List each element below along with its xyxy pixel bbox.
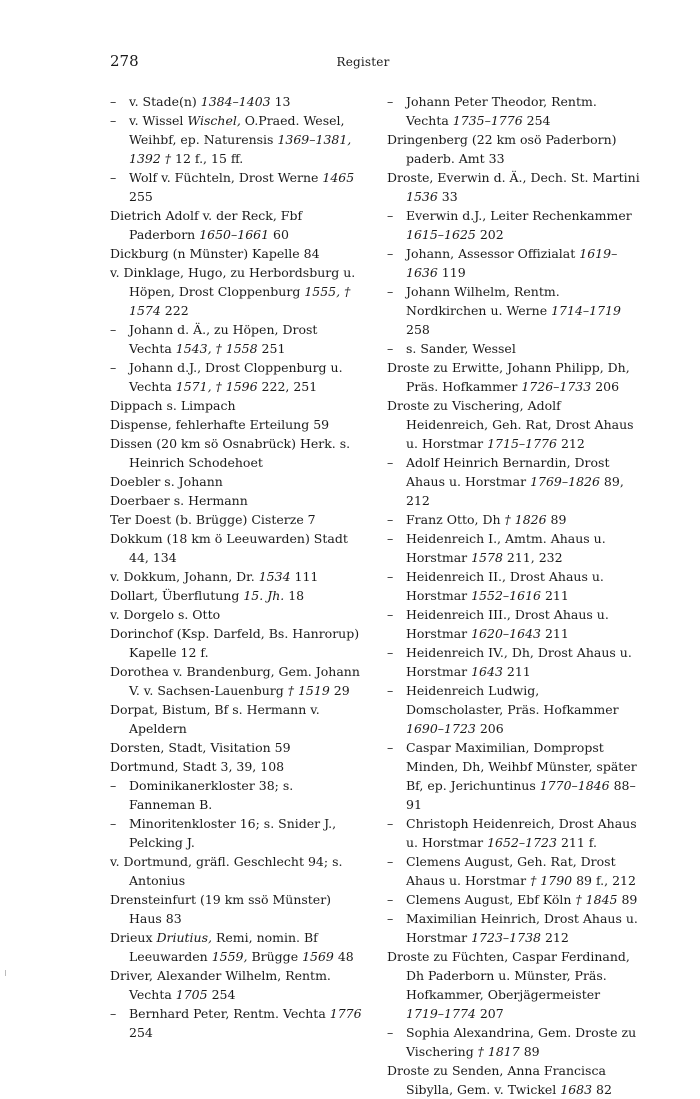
- entry-text: Maximilian Heinrich, Drost Ahaus u. Horstmar: [406, 911, 638, 945]
- entry-date: 1619–1636: [406, 246, 618, 280]
- index-entry: [110, 624, 363, 662]
- subentry-dash: –: [387, 854, 394, 869]
- entry-text: Franz Otto, Dh: [406, 512, 505, 527]
- entry-text: 60: [269, 227, 289, 242]
- entry-text: 48: [333, 949, 354, 964]
- entry-text: 29: [329, 683, 350, 698]
- entry-date: 1559,: [211, 949, 248, 964]
- entry-text: Heidenreich Ludwig, Domscholaster, Präs. Hofkammer: [406, 683, 619, 717]
- entry-text: Johann d.J., Drost Cloppenburg u. Vechta: [129, 360, 343, 394]
- entry-text: 211, 232: [502, 550, 563, 565]
- index-subentry: [387, 92, 640, 130]
- entry-text: Droste, Everwin d. Ä., Dech. St. Martini: [387, 170, 640, 185]
- entry-date: 1735–1776: [452, 113, 523, 128]
- entry-text: Drensteinfurt (19 km ssö Münster) Haus 83: [110, 892, 332, 926]
- entry-text: 202: [475, 227, 504, 242]
- index-subentry: [387, 890, 640, 909]
- entry-text: Dickburg (n Münster) Kapelle 84: [110, 246, 320, 261]
- index-entry: [110, 567, 363, 586]
- entry-text: Doerbaer s. Hermann: [110, 493, 248, 508]
- entry-text: Heidenreich I., Amtm. Ahaus u. Horstmar: [406, 531, 606, 565]
- subentry-dash: –: [110, 360, 117, 375]
- index-entry: [110, 491, 363, 510]
- index-subentry: [387, 282, 640, 339]
- entry-text: Johann, Assessor Offizialat: [406, 246, 580, 261]
- entry-text: Dokkum (18 km ö Leeuwarden) Stadt 44, 134: [110, 531, 348, 565]
- entry-date: 1465: [322, 170, 355, 185]
- index-entry: [110, 434, 363, 472]
- entry-text: Christoph Heidenreich, Drost Ahaus u. Horstmar: [406, 816, 637, 850]
- entry-text: Drieux: [110, 930, 157, 945]
- index-entry: [110, 510, 363, 529]
- index-entry: [110, 605, 363, 624]
- entry-text: Brügge: [247, 949, 303, 964]
- index-entry: [110, 928, 363, 966]
- entry-text: O.Praed. Wesel, Weihbf, ep. Naturensis: [129, 113, 345, 147]
- index-column-right: [387, 92, 640, 1099]
- entry-text: 111: [290, 569, 319, 584]
- index-entry: [110, 396, 363, 415]
- entry-text: 89: [519, 1044, 540, 1059]
- entry-text: 13: [270, 94, 291, 109]
- subentry-dash: –: [387, 455, 394, 470]
- index-subentry: [387, 681, 640, 738]
- entry-text: Droste zu Erwitte, Johann Philipp, Dh, Präs. Hofkammer: [387, 360, 630, 394]
- entry-text: 212: [540, 930, 569, 945]
- entry-text: 119: [437, 265, 466, 280]
- index-entry: [110, 890, 363, 928]
- entry-date: 1690–1723: [406, 721, 476, 736]
- subentry-dash: –: [387, 892, 394, 907]
- entry-text: 222: [160, 303, 189, 318]
- index-entry: [110, 472, 363, 491]
- entry-text: 222, 251: [257, 379, 318, 394]
- entry-text: 211 f.: [556, 835, 597, 850]
- subentry-dash: –: [387, 341, 394, 356]
- index-subentry: [387, 244, 640, 282]
- entry-date: Driutius,: [156, 930, 212, 945]
- entry-text: 33: [437, 189, 458, 204]
- entry-text: Dorsten, Stadt, Visitation 59: [110, 740, 291, 755]
- scan-mark: [5, 970, 6, 976]
- entry-text: Ter Doest (b. Brügge) Cisterze 7: [110, 512, 316, 527]
- entry-text: 211: [540, 588, 569, 603]
- subentry-dash: –: [387, 816, 394, 831]
- entry-text: 82: [592, 1082, 612, 1097]
- entry-date: 1536: [406, 189, 438, 204]
- entry-text: s. Sander, Wessel: [406, 341, 516, 356]
- entry-text: Dringenberg (22 km osö Paderborn) paderb. Amt 33: [387, 132, 617, 166]
- entry-date: 1652–1723: [487, 835, 557, 850]
- entry-text: Remi, nomin. Bf Leeuwarden: [129, 930, 318, 964]
- entry-text: Dispense, fehlerhafte Erteilung 59: [110, 417, 330, 432]
- subentry-dash: –: [387, 284, 394, 299]
- subentry-dash: –: [387, 531, 394, 546]
- entry-text: 88–91: [406, 778, 636, 812]
- entry-text: Everwin d.J., Leiter Rechenkammer: [406, 208, 632, 223]
- entry-text: Driver, Alexander Wilhelm, Rentm. Vechta: [110, 968, 331, 1002]
- entry-text: 89 f., 212: [572, 873, 636, 888]
- index-subentry: [387, 852, 640, 890]
- entry-text: Wolf v. Füchteln, Drost Werne: [129, 170, 323, 185]
- entry-text: 211: [540, 626, 569, 641]
- index-entry: [110, 206, 363, 244]
- entry-text: 258: [406, 322, 430, 337]
- entry-text: 251: [257, 341, 286, 356]
- index-subentry: [110, 111, 363, 168]
- index-column-left: [110, 92, 363, 1042]
- index-entry: [387, 130, 640, 168]
- entry-text: Johann Peter Theodor, Rentm. Vechta: [406, 94, 597, 128]
- index-subentry: [387, 738, 640, 814]
- page-header: [110, 52, 616, 76]
- entry-text: Dorothea v. Brandenburg, Gem. Johann V. v. Sachsen-Lauenburg: [110, 664, 360, 698]
- entry-date: 1569: [302, 949, 334, 964]
- subentry-dash: –: [387, 740, 394, 755]
- index-subentry: [387, 814, 640, 852]
- index-subentry: [387, 909, 640, 947]
- entry-text: Dietrich Adolf v. der Reck, Fbf Paderborn: [110, 208, 303, 242]
- index-subentry: [110, 168, 363, 206]
- subentry-dash: –: [387, 1025, 394, 1040]
- entry-date: 1683: [560, 1082, 593, 1097]
- entry-text: 254: [522, 113, 551, 128]
- entry-date: 1384–1403: [200, 94, 271, 109]
- entry-date: 1534: [258, 569, 291, 584]
- entry-date: 1715–1776: [487, 436, 557, 451]
- page-number: 278: [110, 52, 139, 70]
- index-entry: [110, 966, 363, 1004]
- index-entry: [110, 586, 363, 605]
- entry-text: Droste zu Senden, Anna Francisca Sibylla, Gem. v. Twickel: [387, 1063, 606, 1097]
- index-entry: [110, 852, 363, 890]
- entry-text: 212: [556, 436, 585, 451]
- entry-text: Sophia Alexandrina, Gem. Droste zu Vischering: [406, 1025, 637, 1059]
- index-entry: [110, 662, 363, 700]
- entry-text: Dorpat, Bistum, Bf s. Hermann v. Apeldern: [110, 702, 320, 736]
- entry-text: 255: [129, 189, 153, 204]
- entry-text: Clemens August, Ebf Köln: [406, 892, 576, 907]
- subentry-dash: –: [387, 645, 394, 660]
- subentry-dash: –: [387, 512, 394, 527]
- entry-date: 1643: [471, 664, 503, 679]
- entry-date: 15. Jh.: [243, 588, 285, 603]
- entry-date: 1719–1774: [406, 1006, 476, 1021]
- index-entry: [110, 757, 363, 776]
- subentry-dash: –: [110, 778, 117, 793]
- subentry-dash: –: [110, 816, 117, 831]
- entry-text: 89, 212: [406, 474, 624, 508]
- entry-date: † 1817: [477, 1044, 520, 1059]
- index-subentry: [387, 567, 640, 605]
- index-entry: [387, 947, 640, 1023]
- entry-text: 206: [591, 379, 620, 394]
- index-entry: [387, 396, 640, 453]
- index-entry: [387, 1061, 640, 1099]
- entry-text: v. Dortmund, gräfl. Geschlecht 94; s. Antonius: [110, 854, 343, 888]
- entry-text: Dortmund, Stadt 3, 39, 108: [110, 759, 285, 774]
- entry-date: 1769–1826: [530, 474, 600, 489]
- entry-text: Clemens August, Geh. Rat, Drost Ahaus u. Horstmar: [406, 854, 616, 888]
- subentry-dash: –: [387, 569, 394, 584]
- index-subentry: [387, 206, 640, 244]
- entry-text: 254: [207, 987, 236, 1002]
- entry-text: Dollart, Überflutung: [110, 588, 244, 603]
- entry-date: 1615–1625: [406, 227, 476, 242]
- entry-text: Bernhard Peter, Rentm. Vechta: [129, 1006, 330, 1021]
- entry-date: 1714–1719: [551, 303, 621, 318]
- index-subentry: [110, 776, 363, 814]
- entry-date: 1705: [175, 987, 208, 1002]
- index-subentry: [110, 320, 363, 358]
- subentry-dash: –: [110, 113, 117, 128]
- subentry-dash: –: [387, 94, 394, 109]
- entry-text: Johann d. Ä., zu Höpen, Drost Vechta: [129, 322, 318, 356]
- entry-text: v. Dorgelo s. Otto: [110, 607, 221, 622]
- entry-date: 1369–1381, 1392 †: [129, 132, 352, 166]
- entry-text: v. Stade(n): [129, 94, 201, 109]
- entry-date: 1543, † 1558: [175, 341, 258, 356]
- entry-text: 89: [546, 512, 567, 527]
- index-subentry: [387, 339, 640, 358]
- index-subentry: [387, 529, 640, 567]
- entry-text: Dominikanerkloster 38; s. Fanneman B.: [129, 778, 294, 812]
- entry-text: 211: [502, 664, 531, 679]
- subentry-dash: –: [110, 94, 117, 109]
- entry-text: 89: [617, 892, 638, 907]
- entry-text: Caspar Maximilian, Dompropst Minden, Dh, Weihbf Münster, später Bf, ep. Jerichuntinus: [406, 740, 637, 793]
- entry-date: 1578: [471, 550, 503, 565]
- index-entry: [110, 263, 363, 320]
- entry-date: † 1845: [575, 892, 618, 907]
- entry-text: v. Dokkum, Johann, Dr.: [110, 569, 259, 584]
- entry-date: Wischel,: [187, 113, 241, 128]
- index-subentry: [110, 92, 363, 111]
- subentry-dash: –: [387, 208, 394, 223]
- subentry-dash: –: [387, 911, 394, 926]
- entry-text: 18: [284, 588, 305, 603]
- index-subentry: [387, 1023, 640, 1061]
- index-subentry: [110, 358, 363, 396]
- index-entry: [387, 358, 640, 396]
- entry-text: Minoritenkloster 16; s. Snider J., Pelcking J.: [129, 816, 337, 850]
- entry-date: † 1519: [287, 683, 330, 698]
- subentry-dash: –: [110, 322, 117, 337]
- entry-date: † 1826: [504, 512, 547, 527]
- index-entry: [110, 738, 363, 757]
- entry-text: v. Dinklage, Hugo, zu Herbordsburg u. Höpen, Drost Cloppenburg: [110, 265, 356, 299]
- entry-text: Adolf Heinrich Bernardin, Drost Ahaus u. Horstmar: [406, 455, 610, 489]
- entry-text: v. Wissel: [129, 113, 188, 128]
- entry-text: 207: [475, 1006, 504, 1021]
- subentry-dash: –: [110, 170, 117, 185]
- entry-text: Dorinchof (Ksp. Darfeld, Bs. Hanrorup) Kapelle 12 f.: [110, 626, 360, 660]
- subentry-dash: –: [387, 246, 394, 261]
- index-subentry: [387, 510, 640, 529]
- index-subentry: [110, 1004, 363, 1042]
- entry-date: † 1790: [530, 873, 573, 888]
- index-entry: [387, 168, 640, 206]
- index-subentry: [387, 453, 640, 510]
- index-entry: [110, 244, 363, 263]
- entry-date: 1620–1643: [471, 626, 541, 641]
- entry-text: Heidenreich III., Drost Ahaus u. Horstmar: [406, 607, 609, 641]
- running-title: Register: [336, 55, 390, 69]
- index-subentry: [387, 605, 640, 643]
- entry-text: Doebler s. Johann: [110, 474, 223, 489]
- entry-text: Johann Wilhelm, Rentm. Nordkirchen u. Werne: [406, 284, 560, 318]
- entry-date: 1552–1616: [471, 588, 541, 603]
- entry-date: 1726–1733: [521, 379, 592, 394]
- index-subentry: [387, 643, 640, 681]
- entry-date: 1770–1846: [539, 778, 610, 793]
- entry-date: 1555, † 1574: [129, 284, 351, 318]
- entry-date: 1571, † 1596: [175, 379, 258, 394]
- index-entry: [110, 700, 363, 738]
- entry-date: 1776: [329, 1006, 362, 1021]
- subentry-dash: –: [387, 607, 394, 622]
- entry-text: Dippach s. Limpach: [110, 398, 236, 413]
- index-subentry: [110, 814, 363, 852]
- entry-text: Dissen (20 km sö Osnabrück) Herk. s. Heinrich Schodehoet: [110, 436, 351, 470]
- index-entry: [110, 529, 363, 567]
- entry-date: 1650–1661: [199, 227, 270, 242]
- index-entry: [110, 415, 363, 434]
- subentry-dash: –: [387, 683, 394, 698]
- entry-text: 254: [129, 1025, 153, 1040]
- entry-date: 1723–1738: [471, 930, 541, 945]
- entry-text: Heidenreich II., Drost Ahaus u. Horstmar: [406, 569, 604, 603]
- entry-text: Droste zu Füchten, Caspar Ferdinand, Dh Paderborn u. Münster, Präs. Hofkammer, Oberjägermeister: [387, 949, 630, 1002]
- entry-text: 206: [475, 721, 504, 736]
- entry-text: Droste zu Vischering, Adolf Heidenreich, Geh. Rat, Drost Ahaus u. Horstmar: [387, 398, 634, 451]
- subentry-dash: –: [110, 1006, 117, 1021]
- entry-text: Heidenreich IV., Dh, Drost Ahaus u. Horstmar: [406, 645, 632, 679]
- entry-text: 12 f., 15 ff.: [175, 151, 244, 166]
